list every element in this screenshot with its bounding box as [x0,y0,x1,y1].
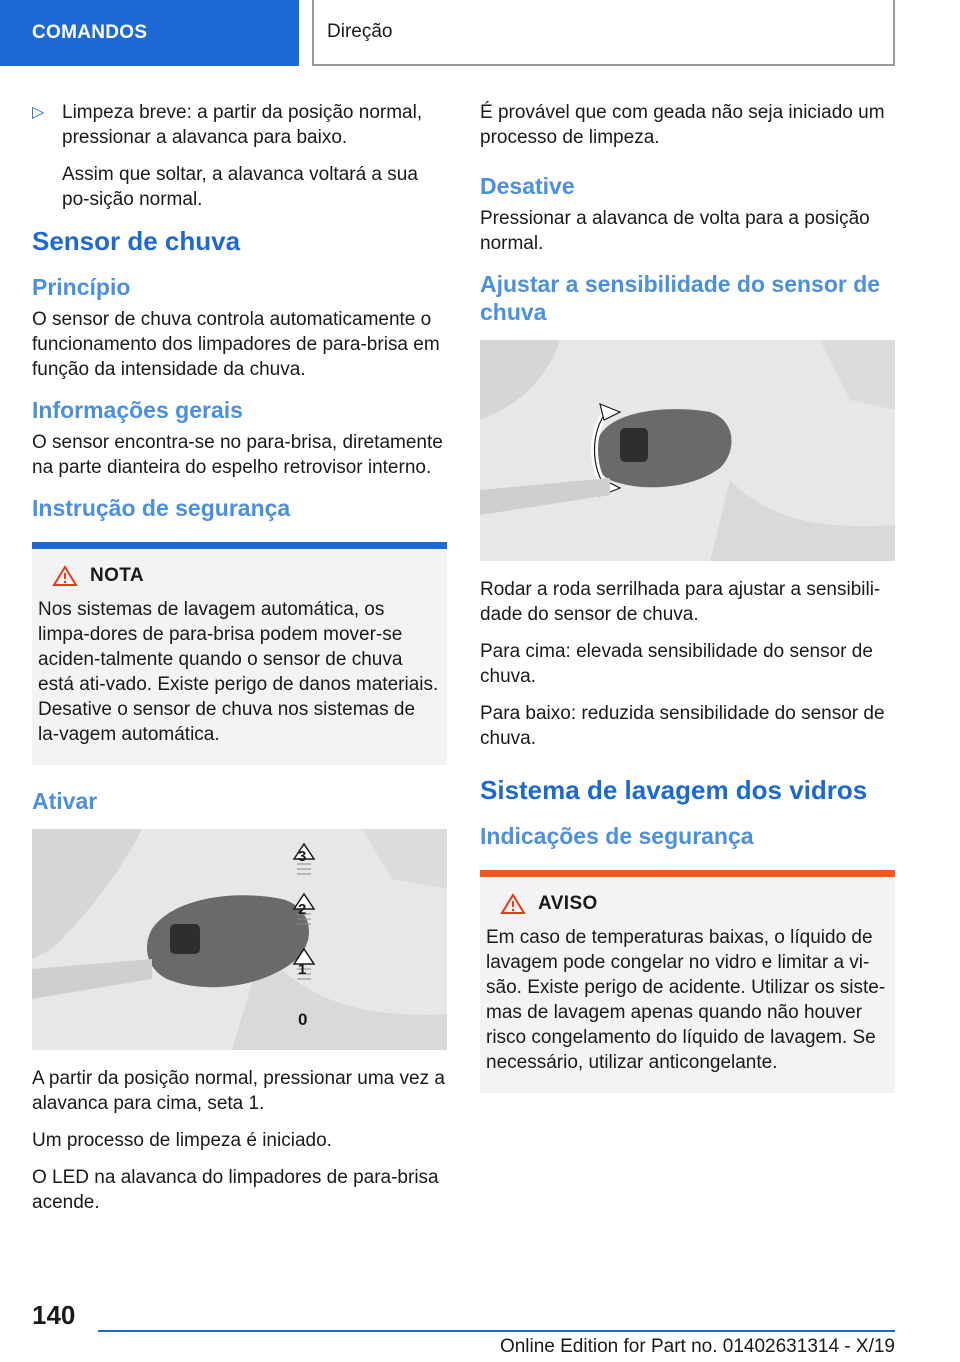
figure-lever-positions [32,829,447,1050]
lever-illustration [32,829,447,1050]
fig1-label-3: 3 [298,848,307,865]
fig1-label-1: 1 [298,961,307,978]
fig1-label-0: 0 [298,1010,308,1029]
paragraph-ativar-3: O LED na alavanca do limpadores de para-brisa acende. [32,1167,439,1213]
aviso-box [480,870,895,1093]
footer-divider [98,1330,895,1332]
paragraph-ativar-1: A partir da posição normal, pressionar uma vez a alavanca para cima, seta 1. [32,1068,445,1114]
fig1-label-2: 2 [298,901,307,918]
right-column [480,100,895,1115]
list-item-text: Limpeza breve: a partir da posição normal, pressionar a alavanca para baixo. [62,102,423,148]
heading-ativar: Ativar [32,788,98,814]
nota-title: NOTA [90,565,145,586]
heading-sensor-de-chuva: Sensor de chuva [32,226,241,256]
list-item-continuation: Assim que soltar, a alavanca voltará a sua po-sição normal. [62,164,418,210]
triangle-bullet-icon: ▷ [32,104,45,121]
paragraph-geada: É provável que com geada não seja iniciado um processo de limpeza. [480,102,885,148]
heading-instrucao-seguranca: Instrução de segurança [32,495,291,521]
heading-sistema-lavagem: Sistema de lavagem dos vidros [480,775,868,805]
footer-edition: Online Edition for Part no. 01402631314 - X/19 [499,1336,895,1357]
paragraph-para-baixo: Para baixo: reduzida sensibilidade do sensor de chuva. [480,703,885,749]
heading-indicacoes-seguranca: Indicações de segurança [480,823,754,849]
list-item [32,100,447,212]
page-number: 140 [32,1300,76,1330]
warning-triangle-icon [52,565,78,587]
chapter-title: Direção [312,0,895,66]
figure-knurled-wheel [480,340,895,561]
paragraph-para-cima: Para cima: elevada sensibilidade do sensor de chuva. [480,641,873,687]
paragraph-desative: Pressionar a alavanca de volta para a posição normal. [480,208,870,254]
left-column [32,100,447,1227]
nota-text: Nos sistemas de lavagem automática, os limpa-dores de para-brisa podem mover-se aciden-talmente quando o sensor de chuva está ati-vado. Existe perigo de danos materiais. Desative o sensor de chuva nos sistemas de la-vagem automática. [38,599,439,745]
paragraph-rodar: Rodar a roda serrilhada para ajustar a sensibili-dade do sensor de chuva. [480,579,881,625]
section-tab: COMANDOS [0,0,299,66]
heading-desative: Desative [480,173,575,199]
heading-ajustar-sensibilidade: Ajustar a sensibilidade do sensor de chuva [480,271,881,325]
paragraph-principio: O sensor de chuva controla automaticamente o funcionamento dos limpadores de para-brisa em função da intensidade da chuva. [32,309,440,380]
paragraph-ativar-2: Um processo de limpeza é iniciado. [32,1130,332,1151]
aviso-text: Em caso de temperaturas baixas, o líquido de lavagem pode congelar no vidro e limitar a vi-são. Existe perigo de acidente. Utilizar os siste-mas de lavagem apenas quando não houver risco congelamento do líquido de lavagem. Se necessário, utilizar anticongelante. [486,927,886,1073]
warning-triangle-icon [500,893,526,915]
heading-informacoes-gerais: Informações gerais [32,397,243,423]
knurled-wheel-illustration [480,340,895,561]
nota-box [32,542,447,765]
aviso-title: AVISO [538,893,598,914]
paragraph-informacoes: O sensor encontra-se no para-brisa, diretamente na parte dianteira do espelho retrovisor interno. [32,432,443,478]
heading-principio: Princípio [32,274,131,300]
